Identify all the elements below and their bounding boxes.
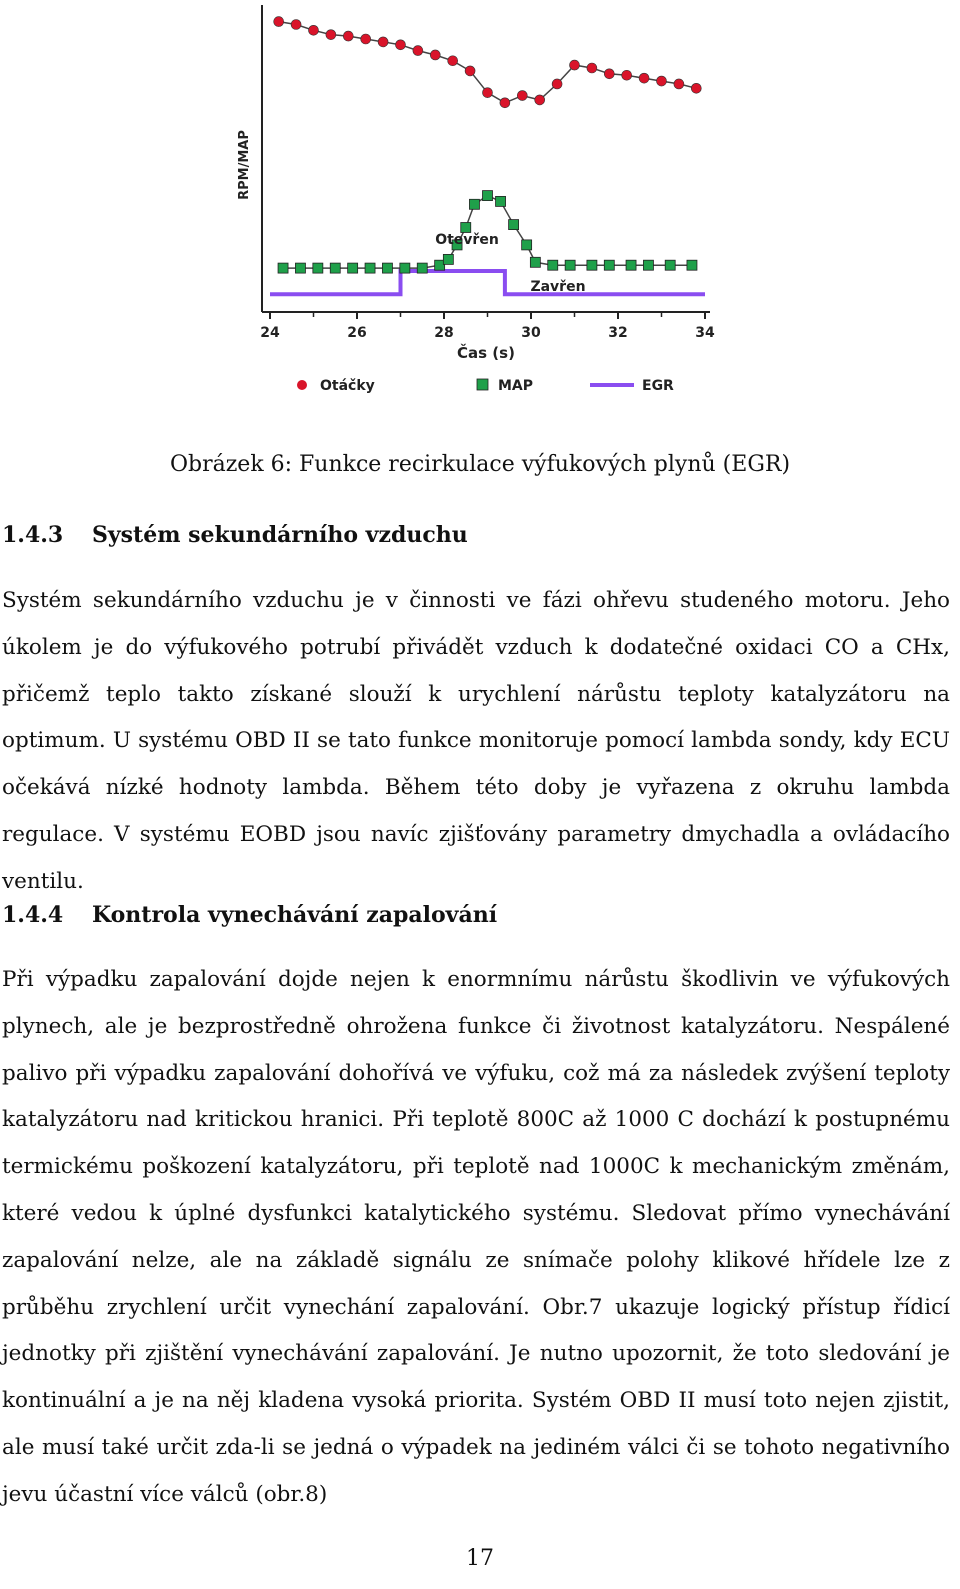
map-point xyxy=(530,257,540,267)
rpm-point xyxy=(361,34,371,44)
paragraph-misfire: Při výpadku zapalování dojde nejen k enormnímu nárůstu škodlivin ve výfukových plynech, ale je bezprostředně ohrožena funkce či životnost katalyzátoru. Nespálené palivo při výpadku zapalování dohořívá ve výfuku, což má za následek zvýšení teploty katalyzátoru nad kritickou hranici. Při teplotě 800C až 1000 C dochází k postupnému termickému poškození katalyzátoru, při teplotě nad 1000C k mechanickým změnám, které vedou k úplné dysfunkci katalytického systému. Sledovat přímo vynechávání zapalování nelze, ale na základě signálu ze snímače polohy klikové hřídele lze z průběhu zrychlení určit vynechání zapalování. Obr.7 ukazuje logický přístup řídicí jednotky při zjištění vynechávání zapalování. Je nutno upozornit, že toto sledování je kontinuální a je na něj kladena vysoká priorita. Systém OBD II musí toto nejen zjistit, ale musí také určit zda-li se jedná o výpadek na jediném válci či se tohoto negativního jevu účastní více válců (obr.8) xyxy=(2,967,950,1507)
map-point xyxy=(643,260,653,270)
map-point xyxy=(604,260,614,270)
rpm-point xyxy=(587,63,597,73)
legend-label-map: MAP xyxy=(498,378,534,394)
x-tick-label: 30 xyxy=(521,325,541,341)
rpm-point xyxy=(674,79,684,89)
map-point xyxy=(417,263,427,273)
legend xyxy=(297,378,674,394)
paragraph-secondary-air: Systém sekundárního vzduchu je v činnosti ve fázi ohřevu studeného motoru. Jeho úkolem je do výfukového potrubí přivádět vzduch k dodatečné oxidaci CO a CHx, přičemž teplo takto získané slouží k urychlení nárůstu teploty katalyzátoru na optimum. U systému OBD II se tato funkce monitoruje pomocí lambda sondy, kdy ECU očekává nízké hodnoty lambda. Během této doby je vyřazena z okruhu lambda regulace. V systému EOBD jsou navíc zjišťovány parametry dmychadla a ovládacího ventilu. xyxy=(2,588,950,894)
rpm-point xyxy=(326,30,336,40)
annotation-otevren: Otevřen xyxy=(435,232,499,248)
rpm-point xyxy=(552,79,562,89)
rpm-point xyxy=(448,56,458,66)
series-egr xyxy=(270,271,705,294)
map-point xyxy=(565,260,575,270)
egr-line xyxy=(270,271,705,294)
page-number: 17 xyxy=(466,1546,494,1571)
rpm-point xyxy=(413,46,423,56)
x-axis-label: Čas (s) xyxy=(457,344,515,362)
map-point xyxy=(313,263,323,273)
rpm-point xyxy=(570,60,580,70)
map-point xyxy=(509,220,519,230)
map-point xyxy=(461,223,471,233)
rpm-point xyxy=(691,83,701,93)
rpm-point xyxy=(309,25,319,35)
rpm-point xyxy=(657,76,667,86)
annotation-zavren: Zavřen xyxy=(530,279,586,295)
egr-figure xyxy=(0,0,960,420)
rpm-point xyxy=(291,20,301,30)
rpm-point xyxy=(500,98,510,108)
x-tick-labels xyxy=(260,325,715,341)
section-title: Systém sekundárního vzduchu xyxy=(92,522,468,548)
map-point xyxy=(626,260,636,270)
map-point xyxy=(400,263,410,273)
rpm-point xyxy=(483,88,493,98)
rpm-point xyxy=(604,69,614,79)
legend-marker-map xyxy=(477,379,488,390)
rpm-point xyxy=(396,40,406,50)
map-point xyxy=(496,196,506,206)
section-number: 1.4.3 xyxy=(2,522,64,548)
x-tick-label: 28 xyxy=(434,325,454,341)
rpm-point xyxy=(378,37,388,47)
y-axis-label: RPM/MAP xyxy=(237,130,252,200)
legend-label-rpm: Otáčky xyxy=(320,378,375,394)
x-tick-label: 26 xyxy=(347,325,367,341)
map-point xyxy=(665,260,675,270)
series-rpm xyxy=(274,17,702,108)
map-point xyxy=(469,199,479,209)
section-title: Kontrola vynechávání zapalování xyxy=(92,902,498,928)
map-point xyxy=(278,263,288,273)
map-point xyxy=(365,263,375,273)
legend-marker-rpm xyxy=(297,380,307,390)
section-number: 1.4.4 xyxy=(2,902,64,928)
rpm-point xyxy=(430,50,440,60)
rpm-point xyxy=(274,17,284,27)
x-tick-label: 32 xyxy=(608,325,628,341)
section-heading-misfire xyxy=(2,902,497,928)
map-point xyxy=(548,260,558,270)
map-point xyxy=(483,191,493,201)
map-point xyxy=(443,254,453,264)
x-tick-label: 34 xyxy=(695,325,715,341)
map-point xyxy=(522,240,532,250)
map-point xyxy=(348,263,358,273)
rpm-point xyxy=(639,73,649,83)
map-point xyxy=(330,263,340,273)
section-heading-secondary-air xyxy=(2,522,468,548)
map-point xyxy=(382,263,392,273)
rpm-point xyxy=(465,66,475,76)
rpm-point xyxy=(622,70,632,80)
rpm-point xyxy=(517,91,527,101)
legend-label-egr: EGR xyxy=(642,378,674,394)
map-point xyxy=(587,260,597,270)
x-tick-label: 24 xyxy=(260,325,280,341)
figure-caption: Obrázek 6: Funkce recirkulace výfukových plynů (EGR) xyxy=(169,452,791,477)
rpm-point xyxy=(535,95,545,105)
map-point xyxy=(687,260,697,270)
rpm-point xyxy=(343,31,353,41)
map-point xyxy=(295,263,305,273)
x-ticks xyxy=(270,312,705,319)
